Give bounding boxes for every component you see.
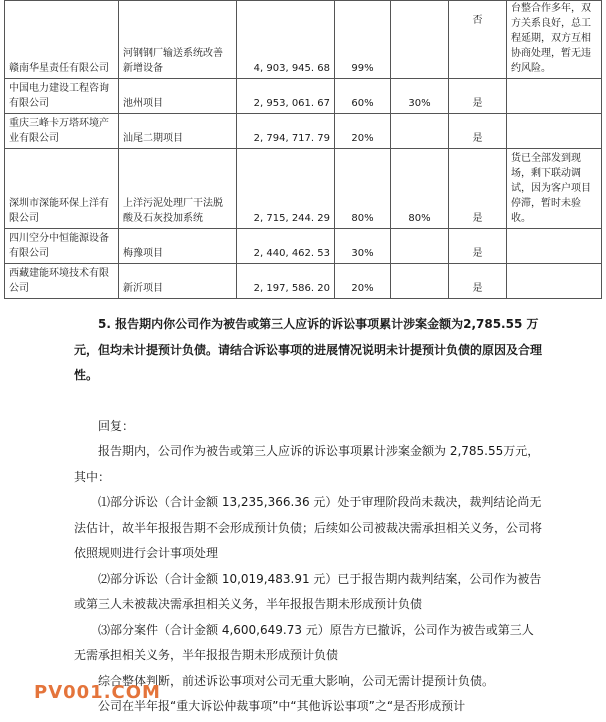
payment-cell [391,1,449,79]
project-cell: 上洋污泥处理厂干法脱酸及石灰投加系统 [119,149,237,229]
reply-label: 回复： [98,418,135,433]
amount-cell: 4, 903, 945. 68 [237,1,335,79]
reply-paragraph: 公司在半年报“重大诉讼仲裁事项”中“其他诉讼事项”之“是否形成预计 [98,699,466,713]
progress-cell: 30% [335,229,391,264]
payment-cell [391,264,449,299]
note-cell: 货已全部发到现场，剩下联动调试，因为客户项目停滞，暂时未验收。 [507,149,602,229]
flag-cell: 是 [449,229,507,264]
flag-cell: 是 [449,79,507,114]
payment-cell [391,114,449,149]
project-cell: 池州项目 [119,79,237,114]
progress-cell: 99% [335,1,391,79]
reply-paragraph: ⑶部分案件（合计金额 4,600,649.73 元）原告方已撤诉，公司作为被告或第三人无需承担相关义务，半年报报告期未形成预计负债 [74,622,534,662]
table-row [5,229,602,264]
table-row [5,79,602,114]
note-cell [507,79,602,114]
receivables-table [4,0,602,299]
amount-cell: 2, 794, 717. 79 [237,114,335,149]
company-cell: 赣南华星责任有限公司 [5,1,119,79]
payment-cell [391,229,449,264]
company-cell: 西藏建能环境技术有限公司 [5,264,119,299]
table-row [5,1,602,79]
reply-paragraph: ⑵部分诉讼（合计金额 10,019,483.91 元）已于报告期内裁判结案，公司作为被告或第三人未被裁决需承担相关义务，半年报报告期未形成预计负债 [74,571,542,611]
payment-cell: 80% [391,149,449,229]
reply-paragraph: ⑴部分诉讼（合计金额 13,235,366.36 元）处于审理阶段尚未裁决，裁判结论尚无法估计，故半年报报告期不会形成预计负债；后续如公司被裁决需承担相关义务，公司将依照规则进行会计事项处理 [74,495,543,560]
note-cell [507,264,602,299]
document-body [74,312,542,720]
company-cell: 中国电力建设工程咨询有限公司 [5,79,119,114]
reply-paragraph: 综合整体判断，前述诉讼事项对公司无重大影响，公司无需计提预计负债。 [98,673,495,688]
payment-cell: 30% [391,79,449,114]
company-cell: 深圳市深能环保上洋有限公司 [5,149,119,229]
progress-cell: 80% [335,149,391,229]
note-cell [507,229,602,264]
note-cell [507,114,602,149]
site-watermark: PV001.COM [34,682,161,703]
company-cell: 重庆三峰卡万塔环境产业有限公司 [5,114,119,149]
amount-cell: 2, 440, 462. 53 [237,229,335,264]
company-cell: 四川空分中恒能源设备有限公司 [5,229,119,264]
question-paragraph: 5. 报告期内你公司作为被告或第三人应诉的诉讼事项累计涉案金额为2,785.55 万元，但均未计提预计负债。请结合诉讼事项的进展情况说明未计提预计负债的原因及合理性。 [74,317,543,382]
project-cell: 汕尾二期项目 [119,114,237,149]
table-row [5,264,602,299]
amount-cell: 2, 953, 061. 67 [237,79,335,114]
flag-cell: 是 [449,114,507,149]
flag-cell: 是 [449,149,507,229]
progress-cell: 20% [335,114,391,149]
amount-cell: 2, 197, 586. 20 [237,264,335,299]
note-cell: 台整合作多年，双方关系良好，总工程延期，双方互相协商处理，暂无违约风险。 [507,1,602,79]
project-cell: 新沂项目 [119,264,237,299]
project-cell: 梅豫项目 [119,229,237,264]
project-cell: 河钢钢厂输送系统改善新增设备 [119,1,237,79]
reply-paragraph: 报告期内，公司作为被告或第三人应诉的诉讼事项累计涉案金额为 2,785.55万元，其中： [74,444,540,484]
flag-cell: 是 [449,264,507,299]
progress-cell: 20% [335,264,391,299]
amount-cell: 2, 715, 244. 29 [237,149,335,229]
flag-cell: 否 [449,1,507,79]
progress-cell: 60% [335,79,391,114]
table-row [5,114,602,149]
table-row [5,149,602,229]
